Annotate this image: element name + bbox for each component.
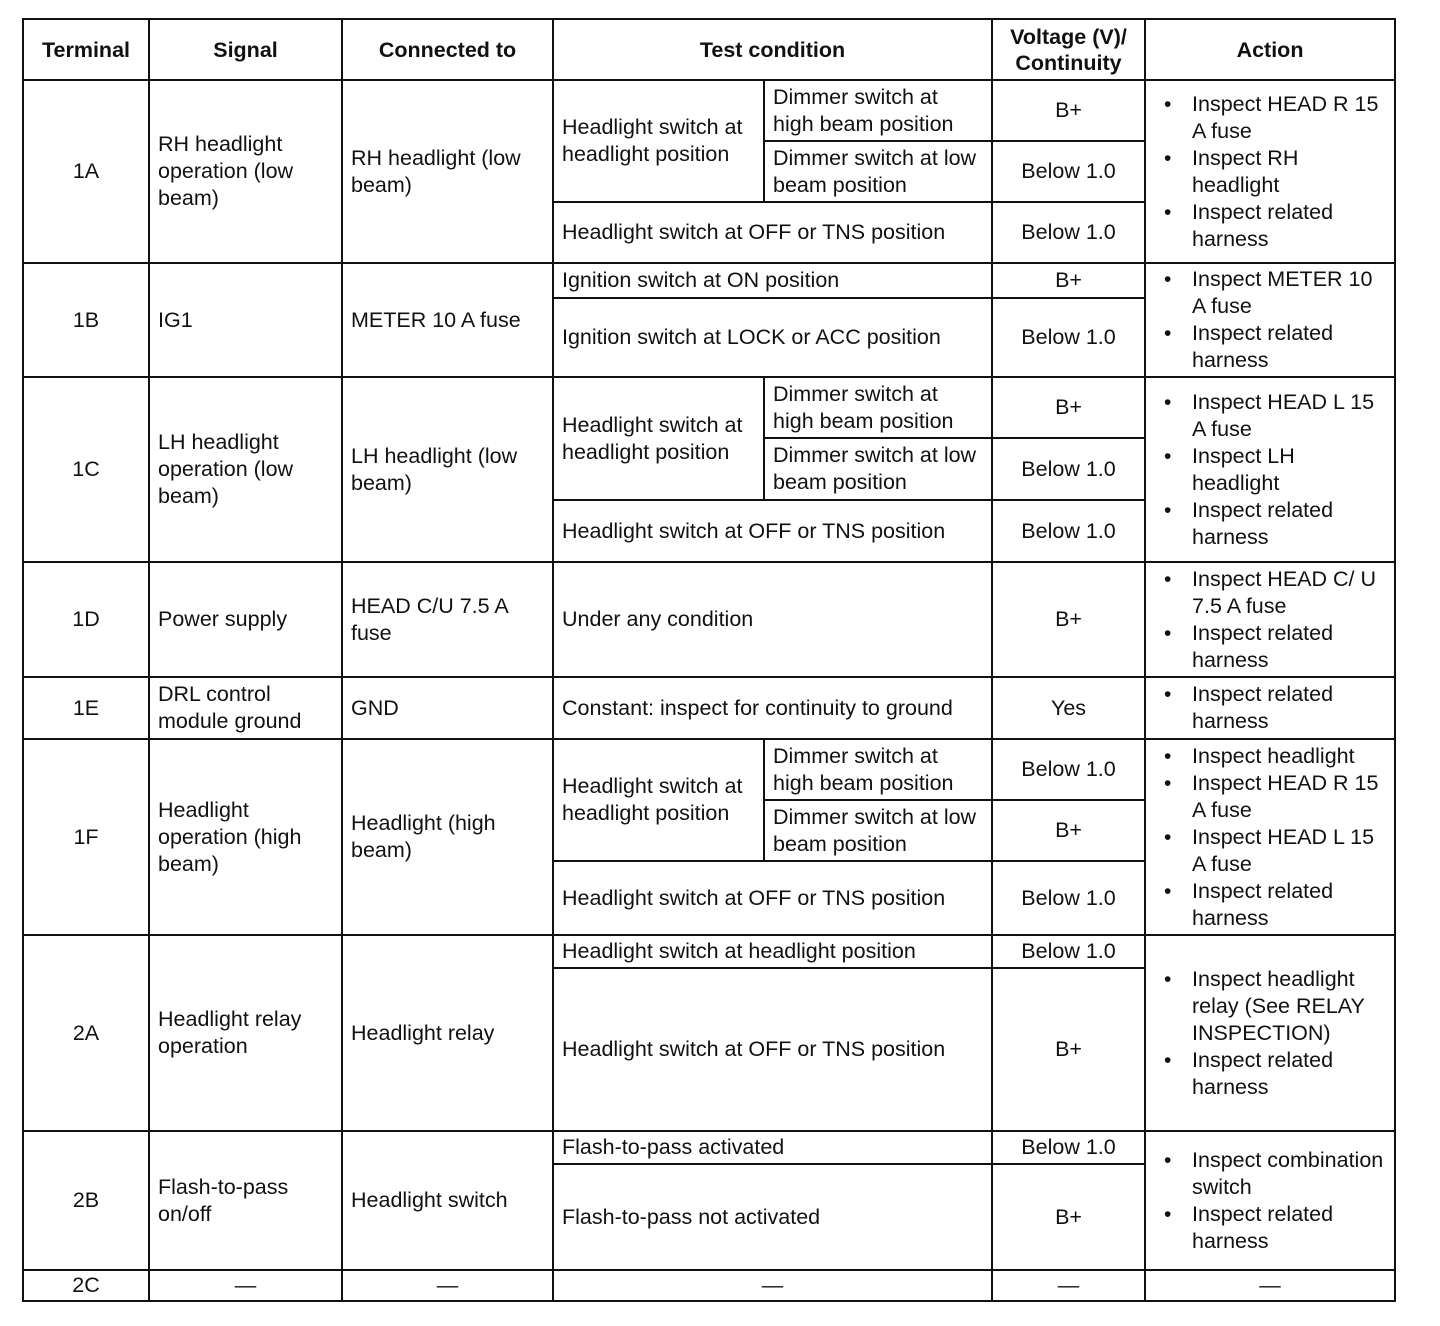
condition-cell: — bbox=[553, 1270, 992, 1301]
condition-cell: Headlight switch at headlight position bbox=[553, 935, 992, 968]
condition-cell: Flash-to-pass not activated bbox=[553, 1164, 992, 1270]
action-item: • Inspect METER 10 A fuse bbox=[1192, 266, 1386, 320]
action-item: • Inspect LH headlight bbox=[1192, 443, 1386, 497]
action-item: • Inspect RH headlight bbox=[1192, 145, 1386, 199]
action-list bbox=[1154, 966, 1386, 1101]
condition-cell: Ignition switch at LOCK or ACC position bbox=[553, 298, 992, 377]
action-cell bbox=[1145, 1131, 1395, 1270]
sub-condition-cell: Dimmer switch at high beam position bbox=[764, 80, 992, 141]
voltage-cell: B+ bbox=[992, 263, 1145, 298]
condition-cell: Ignition switch at ON position bbox=[553, 263, 992, 298]
terminal-cell: 1F bbox=[23, 739, 149, 935]
terminal-cell: 1D bbox=[23, 562, 149, 677]
signal-cell: LH headlight operation (low beam) bbox=[149, 377, 342, 562]
sub-condition-cell: Dimmer switch at low beam position bbox=[764, 438, 992, 500]
action-item: • Inspect related harness bbox=[1192, 199, 1386, 253]
voltage-cell: Below 1.0 bbox=[992, 739, 1145, 800]
condition-cell: Headlight switch at OFF or TNS position bbox=[553, 202, 992, 263]
action-cell bbox=[1145, 377, 1395, 562]
table-row bbox=[23, 935, 1395, 968]
action-list bbox=[1154, 743, 1386, 932]
table-row bbox=[23, 1131, 1395, 1164]
action-cell bbox=[1145, 935, 1395, 1131]
signal-cell: Flash-to-pass on/off bbox=[149, 1131, 342, 1270]
table-row bbox=[23, 377, 1395, 438]
terminal-inspection-table bbox=[22, 18, 1396, 1302]
action-list bbox=[1154, 91, 1386, 253]
action-item: • Inspect HEAD L 15 A fuse bbox=[1192, 389, 1386, 443]
voltage-cell: Below 1.0 bbox=[992, 202, 1145, 263]
action-cell bbox=[1145, 80, 1395, 263]
table-row bbox=[23, 1270, 1395, 1301]
header-terminal: Terminal bbox=[23, 19, 149, 80]
action-item: • Inspect HEAD R 15 A fuse bbox=[1192, 91, 1386, 145]
condition-cell: Constant: inspect for continuity to ground bbox=[553, 677, 992, 739]
voltage-cell: Below 1.0 bbox=[992, 298, 1145, 377]
connected-cell: Headlight switch bbox=[342, 1131, 553, 1270]
table-row bbox=[23, 562, 1395, 677]
table-row bbox=[23, 263, 1395, 298]
action-cell bbox=[1145, 562, 1395, 677]
action-cell bbox=[1145, 677, 1395, 739]
header-action: Action bbox=[1145, 19, 1395, 80]
voltage-cell: B+ bbox=[992, 1164, 1145, 1270]
terminal-cell: 1B bbox=[23, 263, 149, 377]
action-cell: — bbox=[1145, 1270, 1395, 1301]
action-item: • Inspect related harness bbox=[1192, 1047, 1386, 1101]
header-test-condition: Test condition bbox=[553, 19, 992, 80]
connected-cell: HEAD C/U 7.5 A fuse bbox=[342, 562, 553, 677]
action-item: • Inspect headlight bbox=[1192, 743, 1386, 770]
condition-cell: Flash-to-pass activated bbox=[553, 1131, 992, 1164]
voltage-cell: B+ bbox=[992, 800, 1145, 861]
condition-cell: Under any condition bbox=[553, 562, 992, 677]
sub-condition-cell: Dimmer switch at high beam position bbox=[764, 739, 992, 800]
action-item: • Inspect HEAD C/ U 7.5 A fuse bbox=[1192, 566, 1386, 620]
action-item: • Inspect related harness bbox=[1192, 878, 1386, 932]
action-cell bbox=[1145, 739, 1395, 935]
signal-cell: RH headlight operation (low beam) bbox=[149, 80, 342, 263]
voltage-cell: B+ bbox=[992, 968, 1145, 1131]
connected-cell: RH headlight (low beam) bbox=[342, 80, 553, 263]
connected-cell: METER 10 A fuse bbox=[342, 263, 553, 377]
action-item: • Inspect related harness bbox=[1192, 1201, 1386, 1255]
terminal-cell: 2A bbox=[23, 935, 149, 1131]
connected-cell: Headlight (high beam) bbox=[342, 739, 553, 935]
signal-cell: Headlight operation (high beam) bbox=[149, 739, 342, 935]
action-list bbox=[1154, 1147, 1386, 1255]
terminal-cell: 1E bbox=[23, 677, 149, 739]
action-list bbox=[1154, 681, 1386, 735]
voltage-cell: Below 1.0 bbox=[992, 141, 1145, 202]
voltage-cell: Yes bbox=[992, 677, 1145, 739]
signal-cell: Headlight relay operation bbox=[149, 935, 342, 1131]
terminal-cell: 2C bbox=[23, 1270, 149, 1301]
header-connected-to: Connected to bbox=[342, 19, 553, 80]
condition-cell: Headlight switch at OFF or TNS position bbox=[553, 500, 992, 562]
action-cell bbox=[1145, 263, 1395, 377]
sub-condition-cell: Dimmer switch at low beam position bbox=[764, 800, 992, 861]
action-list bbox=[1154, 566, 1386, 674]
action-item: • Inspect related harness bbox=[1192, 497, 1386, 551]
action-list bbox=[1154, 266, 1386, 374]
signal-cell: — bbox=[149, 1270, 342, 1301]
action-item: • Inspect HEAD L 15 A fuse bbox=[1192, 824, 1386, 878]
condition-cell: Headlight switch at OFF or TNS position bbox=[553, 861, 992, 935]
voltage-cell: Below 1.0 bbox=[992, 500, 1145, 562]
terminal-cell: 1A bbox=[23, 80, 149, 263]
voltage-cell: B+ bbox=[992, 377, 1145, 438]
action-item: • Inspect combination switch bbox=[1192, 1147, 1386, 1201]
action-item: • Inspect related harness bbox=[1192, 620, 1386, 674]
condition-cell: Headlight switch at headlight position bbox=[553, 377, 764, 500]
signal-cell: DRL control module ground bbox=[149, 677, 342, 739]
signal-cell: Power supply bbox=[149, 562, 342, 677]
table-row bbox=[23, 677, 1395, 739]
voltage-cell: — bbox=[992, 1270, 1145, 1301]
voltage-cell: Below 1.0 bbox=[992, 1131, 1145, 1164]
voltage-cell: B+ bbox=[992, 562, 1145, 677]
action-item: • Inspect related harness bbox=[1192, 320, 1386, 374]
header-voltage: Voltage (V)/ Continuity bbox=[992, 19, 1145, 80]
action-list bbox=[1154, 389, 1386, 551]
voltage-cell: B+ bbox=[992, 80, 1145, 141]
connected-cell: — bbox=[342, 1270, 553, 1301]
voltage-cell: Below 1.0 bbox=[992, 438, 1145, 500]
header-signal: Signal bbox=[149, 19, 342, 80]
connected-cell: GND bbox=[342, 677, 553, 739]
header-row bbox=[23, 19, 1395, 80]
table-row bbox=[23, 739, 1395, 800]
terminal-cell: 1C bbox=[23, 377, 149, 562]
connected-cell: LH headlight (low beam) bbox=[342, 377, 553, 562]
sub-condition-cell: Dimmer switch at low beam position bbox=[764, 141, 992, 202]
condition-cell: Headlight switch at headlight position bbox=[553, 739, 764, 861]
connected-cell: Headlight relay bbox=[342, 935, 553, 1131]
condition-cell: Headlight switch at headlight position bbox=[553, 80, 764, 202]
table-row bbox=[23, 80, 1395, 141]
terminal-cell: 2B bbox=[23, 1131, 149, 1270]
voltage-cell: Below 1.0 bbox=[992, 935, 1145, 968]
signal-cell: IG1 bbox=[149, 263, 342, 377]
action-item: • Inspect related harness bbox=[1192, 681, 1386, 735]
action-item: • Inspect headlight relay (See RELAY INSPECTION) bbox=[1192, 966, 1386, 1047]
voltage-cell: Below 1.0 bbox=[992, 861, 1145, 935]
condition-cell: Headlight switch at OFF or TNS position bbox=[553, 968, 992, 1131]
sub-condition-cell: Dimmer switch at high beam position bbox=[764, 377, 992, 438]
action-item: • Inspect HEAD R 15 A fuse bbox=[1192, 770, 1386, 824]
